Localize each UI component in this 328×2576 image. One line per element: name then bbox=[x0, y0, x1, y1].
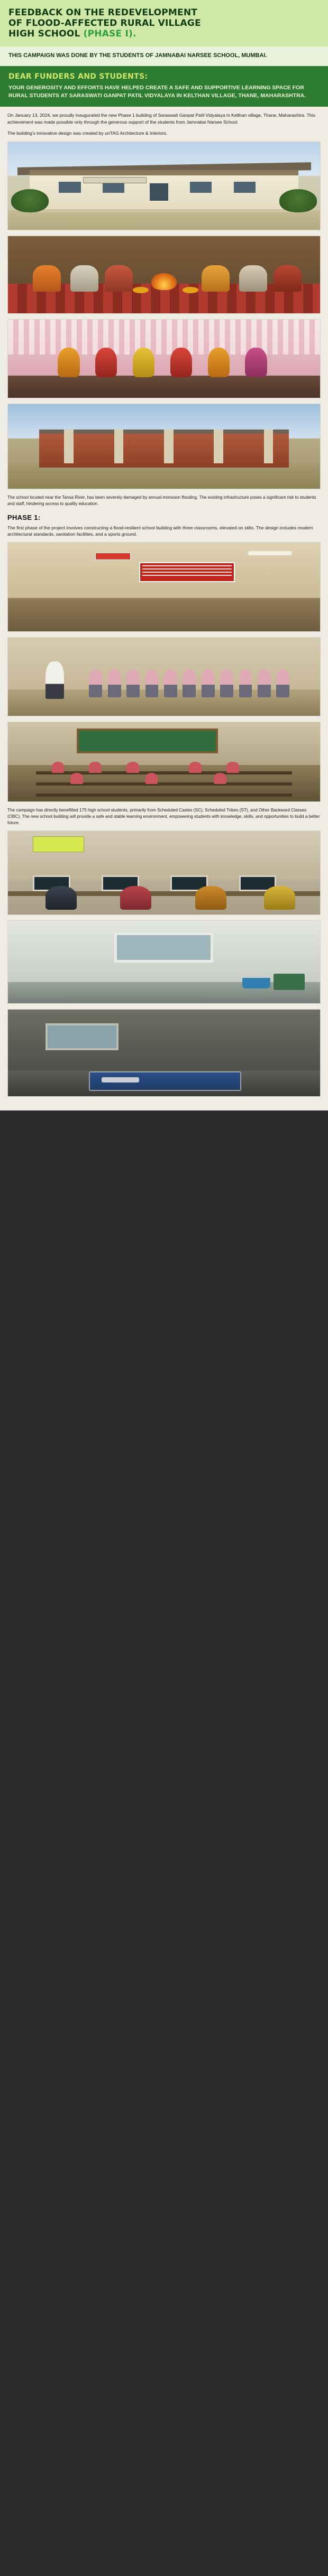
title-line-3: HIGH SCHOOL bbox=[8, 29, 80, 40]
sign-text-line bbox=[142, 572, 232, 573]
donor-acknowledgement-sign bbox=[139, 562, 235, 582]
header-greeting: DEAR FUNDERS AND STUDENTS: bbox=[8, 72, 148, 81]
student bbox=[183, 669, 196, 697]
student bbox=[220, 669, 233, 697]
student bbox=[258, 669, 271, 697]
header-thanks: YOUR GENEROSITY AND EFFORTS HAVE HELPED CREATE A SAFE AND SUPPORTIVE LEARNING SPACE FOR RURAL STUDENTS AT SARASWATI GANPAT PATIL VIDYALAYA IN KELTHAN VILLAGE, THANE, MAHARASHTRA. bbox=[8, 84, 306, 99]
photo-students-in-classroom bbox=[7, 637, 321, 716]
performer bbox=[208, 348, 230, 377]
student bbox=[89, 669, 102, 697]
seated-student bbox=[226, 762, 239, 773]
content bbox=[0, 107, 328, 1110]
seated-student bbox=[145, 773, 158, 784]
pillar bbox=[114, 430, 124, 463]
photo-classroom-donor-sign bbox=[7, 542, 321, 632]
student bbox=[202, 669, 215, 697]
student bbox=[264, 886, 295, 909]
floor bbox=[8, 598, 320, 632]
phase-1-paragraph: The first phase of the project involves constructing a flood-resilient school building with three classrooms, elevated on stilts. The design includes modern architectural standards, sanitation facilities, and a sports ground. bbox=[7, 525, 313, 537]
header-title-block bbox=[0, 0, 328, 45]
window bbox=[58, 181, 81, 194]
seated-student bbox=[189, 762, 202, 773]
phase-1-title: PHASE 1: bbox=[7, 513, 41, 521]
school-name-board bbox=[83, 177, 147, 183]
teacher bbox=[45, 661, 64, 699]
window bbox=[114, 932, 213, 963]
pillar bbox=[214, 430, 223, 463]
water-bucket bbox=[242, 978, 270, 988]
sign-text-line bbox=[142, 568, 232, 570]
attendee bbox=[33, 265, 61, 292]
performer bbox=[95, 348, 117, 377]
window bbox=[45, 1023, 119, 1050]
photo-sanitation-facility bbox=[7, 920, 321, 1004]
header bbox=[0, 0, 328, 107]
photo-old-damaged-school bbox=[7, 404, 321, 489]
ceiling-light bbox=[248, 551, 292, 555]
benefit-caption: The campaign has directly benefitted 175 high school students, primarily from Scheduled Castes (SC), Scheduled Tribes (ST), and Other Backward Classes (OBC). The new school building will provide a safe and stable learning environment, empowering students with knowledge, skills, and opportunities to build a better future. bbox=[7, 808, 320, 826]
green-chalkboard bbox=[77, 729, 218, 753]
student bbox=[145, 669, 159, 697]
damage-caption: The school located near the Tansa River, has been severely damaged by annual monsoon flooding. The existing infrastructure poses a significant risk to students and staff, hindering access to quality education. bbox=[7, 494, 316, 506]
student bbox=[126, 669, 140, 697]
performer bbox=[133, 348, 154, 377]
bench-row bbox=[36, 794, 292, 797]
pillar bbox=[264, 430, 274, 463]
attendee bbox=[274, 265, 302, 292]
photo-cultural-program bbox=[7, 319, 321, 398]
attendee bbox=[105, 265, 133, 292]
seated-student bbox=[70, 773, 83, 784]
student bbox=[195, 886, 226, 909]
student bbox=[120, 886, 151, 909]
seated-student bbox=[52, 762, 65, 773]
student bbox=[108, 669, 121, 697]
student bbox=[239, 669, 252, 697]
photo-assembly-hall bbox=[7, 722, 321, 802]
marigold bbox=[133, 287, 149, 293]
header-subtitle-block bbox=[0, 45, 328, 66]
attendee bbox=[70, 265, 98, 292]
performer bbox=[170, 348, 192, 377]
sign-text-line bbox=[142, 565, 232, 567]
sign-text-line bbox=[142, 575, 232, 576]
small-red-tag bbox=[95, 553, 131, 560]
intro-paragraph: On January 13, 2024, we proudly inaugurated the new Phase 1 building of Saraswati Ganpat Patil Vidyalaya in Kelthan village, Thane, Maharashtra. This achievement was made possible only through the generous support of the students from Jamnabai Narsee School. bbox=[7, 113, 315, 125]
title-phase: (PHASE I). bbox=[83, 29, 136, 40]
photo-computer-lab bbox=[7, 830, 321, 915]
student bbox=[164, 669, 177, 697]
water-drum bbox=[274, 974, 305, 990]
window bbox=[189, 181, 213, 194]
photo-dormitory-room bbox=[7, 1009, 321, 1097]
stage-floor bbox=[8, 376, 320, 397]
tree bbox=[279, 189, 317, 212]
window bbox=[233, 181, 257, 194]
marigold bbox=[183, 287, 198, 293]
seated-student bbox=[89, 762, 102, 773]
title-line-1: FEEDBACK ON THE REDEVELOPMENT bbox=[8, 7, 198, 18]
ground bbox=[8, 210, 320, 230]
performer bbox=[58, 348, 79, 377]
performer bbox=[245, 348, 267, 377]
sacred-fire bbox=[151, 273, 176, 290]
stage-drape bbox=[8, 320, 320, 355]
attendee bbox=[239, 265, 267, 292]
pillar bbox=[64, 430, 74, 463]
seated-student bbox=[126, 762, 139, 773]
student bbox=[276, 669, 289, 697]
priest bbox=[202, 265, 230, 292]
header-thanks-block bbox=[0, 66, 328, 107]
pillar bbox=[164, 430, 174, 463]
tree bbox=[11, 189, 49, 212]
design-credit-paragraph: The building's innovative design was created by unTAG Architecture & Interiors. bbox=[7, 130, 168, 136]
pillow bbox=[102, 1077, 139, 1082]
wall-poster bbox=[33, 836, 84, 852]
photo-inauguration-ceremony bbox=[7, 236, 321, 314]
photo-new-school-building bbox=[7, 142, 321, 230]
seated-student bbox=[214, 773, 226, 784]
door bbox=[149, 182, 169, 202]
title-line-2: OF FLOOD-AFFECTED RURAL VILLAGE bbox=[8, 18, 201, 29]
header-subtitle: THIS CAMPAIGN WAS DONE BY THE STUDENTS OF JAMNABAI NARSEE SCHOOL, MUMBAI. bbox=[8, 52, 267, 59]
student bbox=[45, 886, 77, 909]
page-title bbox=[8, 7, 320, 39]
